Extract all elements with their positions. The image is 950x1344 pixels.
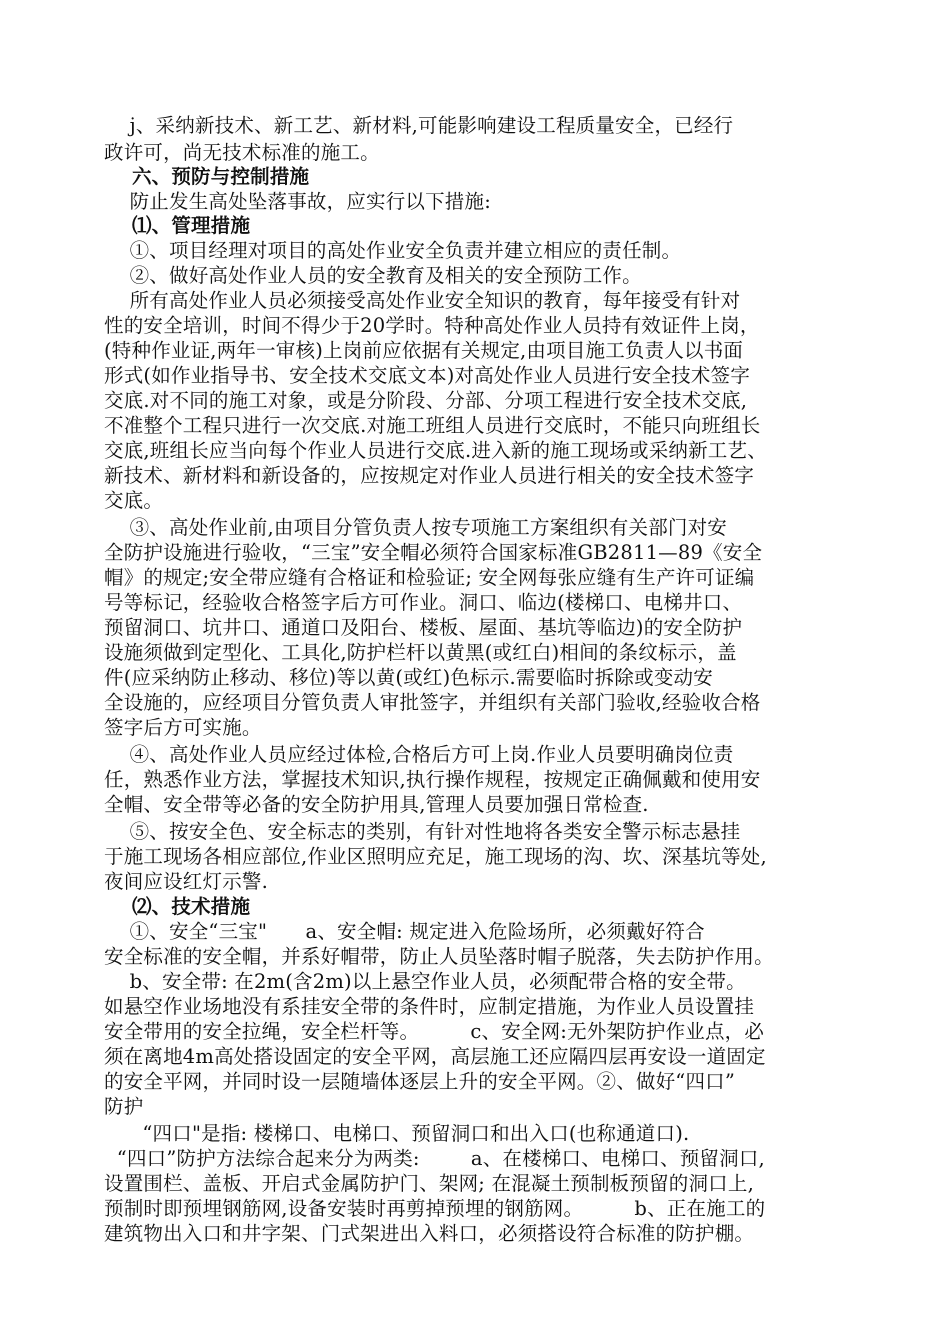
text-line: 防护 xyxy=(104,1095,144,1118)
text-line: 设施须做到定型化、工具化,防护栏杆以黄黑(或红白)相间的条纹标示，盖 xyxy=(104,641,737,664)
text-line: 全帽、安全带等必备的安全防护用具,管理人员要加强日常检查. xyxy=(104,793,649,816)
section-heading: 六、预防与控制措施 xyxy=(104,165,310,188)
text-line: 须在离地4m高处搭设固定的安全平网，高层施工还应隔四层再安设一道固定 xyxy=(104,1045,766,1068)
text-line: 预制时即预埋钢筋网,设备安装时再剪掉预埋的钢筋网。 b、正在施工的 xyxy=(104,1197,766,1220)
text-line: (特种作业证,两年一审核)上岗前应依据有关规定,由项目施工负责人以书面 xyxy=(104,339,744,362)
text-line: 设置围栏、盖板、开启式金属防护门、架网; 在混凝土预制板预留的洞口上, xyxy=(104,1172,754,1195)
text-line: 件(应采纳防止移动、移位)等以黄(或红)色标示.需要临时拆除或变动安 xyxy=(104,666,713,689)
text-line: 安全带用的安全拉绳，安全栏杆等。 c、安全网:无外架防护作业点，必 xyxy=(104,1020,765,1043)
text-line: 全设施的，应经项目分管负责人审批签字，并组织有关部门验收,经验收合格 xyxy=(104,691,761,714)
text-line: 安全标准的安全帽，并系好帽带，防止人员坠落时帽子脱落，失去防护作用。 xyxy=(104,945,774,968)
text-line: 预留洞口、坑井口、通道口及阳台、楼板、屋面、基坑等临边)的安全防护 xyxy=(104,616,743,639)
subsection-heading: ⑴、管理措施 xyxy=(104,214,251,237)
text-line: 于施工现场各相应部位,作业区照明应充足，施工现场的沟、坎、深基坑等处, xyxy=(104,845,767,868)
text-line: 签字后方可实施。 xyxy=(104,716,262,739)
text-line: 交底.对不同的施工对象，或是分阶段、分部、分项工程进行安全技术交底, xyxy=(104,389,748,412)
text-line: 的安全平网，并同时设一层随墙体逐层上升的安全平网。②、做好“四口” xyxy=(104,1070,736,1093)
text-line: 交底。 xyxy=(104,489,164,512)
text-line: 夜间应设红灯示警. xyxy=(104,870,268,893)
text-line: 如悬空作业场地没有系挂安全带的条件时，应制定措施，为作业人员设置挂 xyxy=(104,995,755,1018)
text-line: “四口"是指: 楼梯口、电梯口、预留洞口和出入口(也称通道口). xyxy=(104,1122,690,1145)
text-line: “四口”防护方法综合起来分为两类: a、在楼梯口、电梯口、预留洞口, xyxy=(104,1147,765,1170)
text-line: 全防护设施进行验收，“三宝”安全帽必须符合国家标准GB2811—89《安全 xyxy=(104,541,763,564)
text-line: 政许可，尚无技术标准的施工。 xyxy=(104,141,380,164)
text-line: 任，熟悉作业方法，掌握技术知识,执行操作规程，按规定正确佩戴和使用安 xyxy=(104,768,761,791)
text-line: j、采纳新技术、新工艺、新材料,可能影响建设工程质量安全，已经行 xyxy=(104,114,734,137)
text-line: b、安全带: 在2m(含2m)以上悬空作业人员，必须配带合格的安全带。 xyxy=(104,970,746,993)
text-line: ④、高处作业人员应经过体检,合格后方可上岗.作业人员要明确岗位责 xyxy=(104,743,734,766)
text-line: 不准整个工程只进行一次交底.对施工班组人员进行交底时，不能只向班组长 xyxy=(104,414,761,437)
text-line: ③、高处作业前,由项目分管负责人按专项施工方案组织有关部门对安 xyxy=(104,516,727,539)
text-line: 所有高处作业人员必须接受高处作业安全知识的教育，每年接受有针对 xyxy=(104,289,741,312)
subsection-heading: ⑵、技术措施 xyxy=(104,895,251,918)
text-line: 交底,班组长应当向每个作业人员进行交底.进入新的施工现场或采纳新工艺、 xyxy=(104,439,767,462)
text-line: 建筑物出入口和井字架、门式架进出入料口，必须搭设符合标准的防护棚。 xyxy=(104,1222,755,1245)
text-line: 形式(如作业指导书、安全技术交底文本)对高处作业人员进行安全技术签字 xyxy=(104,364,751,387)
text-line: ②、做好高处作业人员的安全教育及相关的安全预防工作。 xyxy=(104,264,642,287)
text-line: 新技术、新材料和新设备的，应按规定对作业人员进行相关的安全技术签字 xyxy=(104,464,755,487)
text-line: 帽》的规定;安全带应缝有合格证和检验证; 安全网每张应缝有生产许可证编 xyxy=(104,566,755,589)
text-line: ①、安全“三宝" a、安全帽: 规定进入危险场所，必须戴好符合 xyxy=(104,920,705,943)
text-line: ①、项目经理对项目的高处作业安全负责并建立相应的责任制。 xyxy=(104,239,682,262)
text-line: 防止发生高处坠落事故，应实行以下措施: xyxy=(104,190,491,213)
text-line: 号等标记，经验收合格签字后方可作业。洞口、临边(楼梯口、电梯井口、 xyxy=(104,591,743,614)
text-line: 性的安全培训，时间不得少于20学时。特种高处作业人员持有效证件上岗， xyxy=(104,314,760,337)
text-line: ⑤、按安全色、安全标志的类别，有针对性地将各类安全警示标志悬挂 xyxy=(104,820,741,843)
